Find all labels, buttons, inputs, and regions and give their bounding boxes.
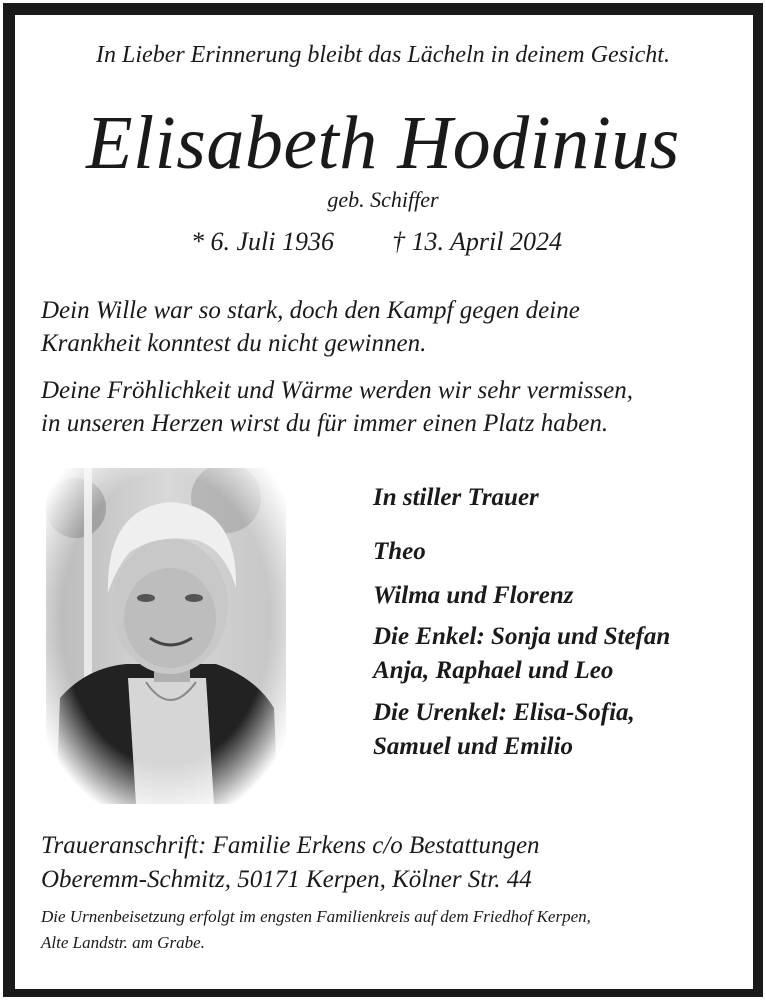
verse-line: Deine Fröhlichkeit und Wärme werden wir sehr vermissen, bbox=[41, 377, 634, 404]
deceased-name: Elisabeth Hodinius bbox=[86, 101, 680, 185]
verse-paragraph-2 bbox=[41, 374, 633, 440]
motto: In Lieber Erinnerung bleibt das Lächeln in deinem Gesicht. bbox=[96, 42, 670, 68]
verse-line: Krankheit konntest du nicht gewinnen. bbox=[41, 330, 427, 357]
mourner-name: Samuel und Emilio bbox=[373, 733, 574, 760]
address-line: Oberemm-Schmitz, 50171 Kerpen, Kölner Str. 44 bbox=[41, 866, 532, 893]
birth-date: * 6. Juli 1936 bbox=[191, 227, 334, 256]
maiden-name: geb. Schiffer bbox=[327, 187, 439, 212]
burial-note-line: Die Urnenbeisetzung erfolgt im engsten Familienkreis auf dem Friedhof Kerpen, bbox=[41, 907, 591, 926]
mourner-name: Die Enkel: Sonja und Stefan bbox=[373, 623, 671, 650]
burial-note-line: Alte Landstr. am Grabe. bbox=[41, 933, 205, 952]
portrait-photo bbox=[46, 468, 286, 804]
verse-paragraph-1 bbox=[41, 294, 580, 360]
mourner-name: Anja, Raphael und Leo bbox=[373, 657, 614, 684]
mourner-name: Wilma und Florenz bbox=[373, 582, 574, 609]
mourner-name: Die Urenkel: Elisa-Sofia, bbox=[373, 699, 635, 726]
death-date: † 13. April 2024 bbox=[392, 227, 562, 256]
verse-line: Dein Wille war so stark, doch den Kampf gegen deine bbox=[41, 297, 580, 324]
address-line: Traueranschrift: Familie Erkens c/o Bestattungen bbox=[41, 832, 540, 859]
mourners-heading: In stiller Trauer bbox=[373, 484, 539, 511]
verse-line: in unseren Herzen wirst du für immer einen Platz haben. bbox=[41, 410, 609, 437]
mourner-name: Theo bbox=[373, 538, 426, 565]
